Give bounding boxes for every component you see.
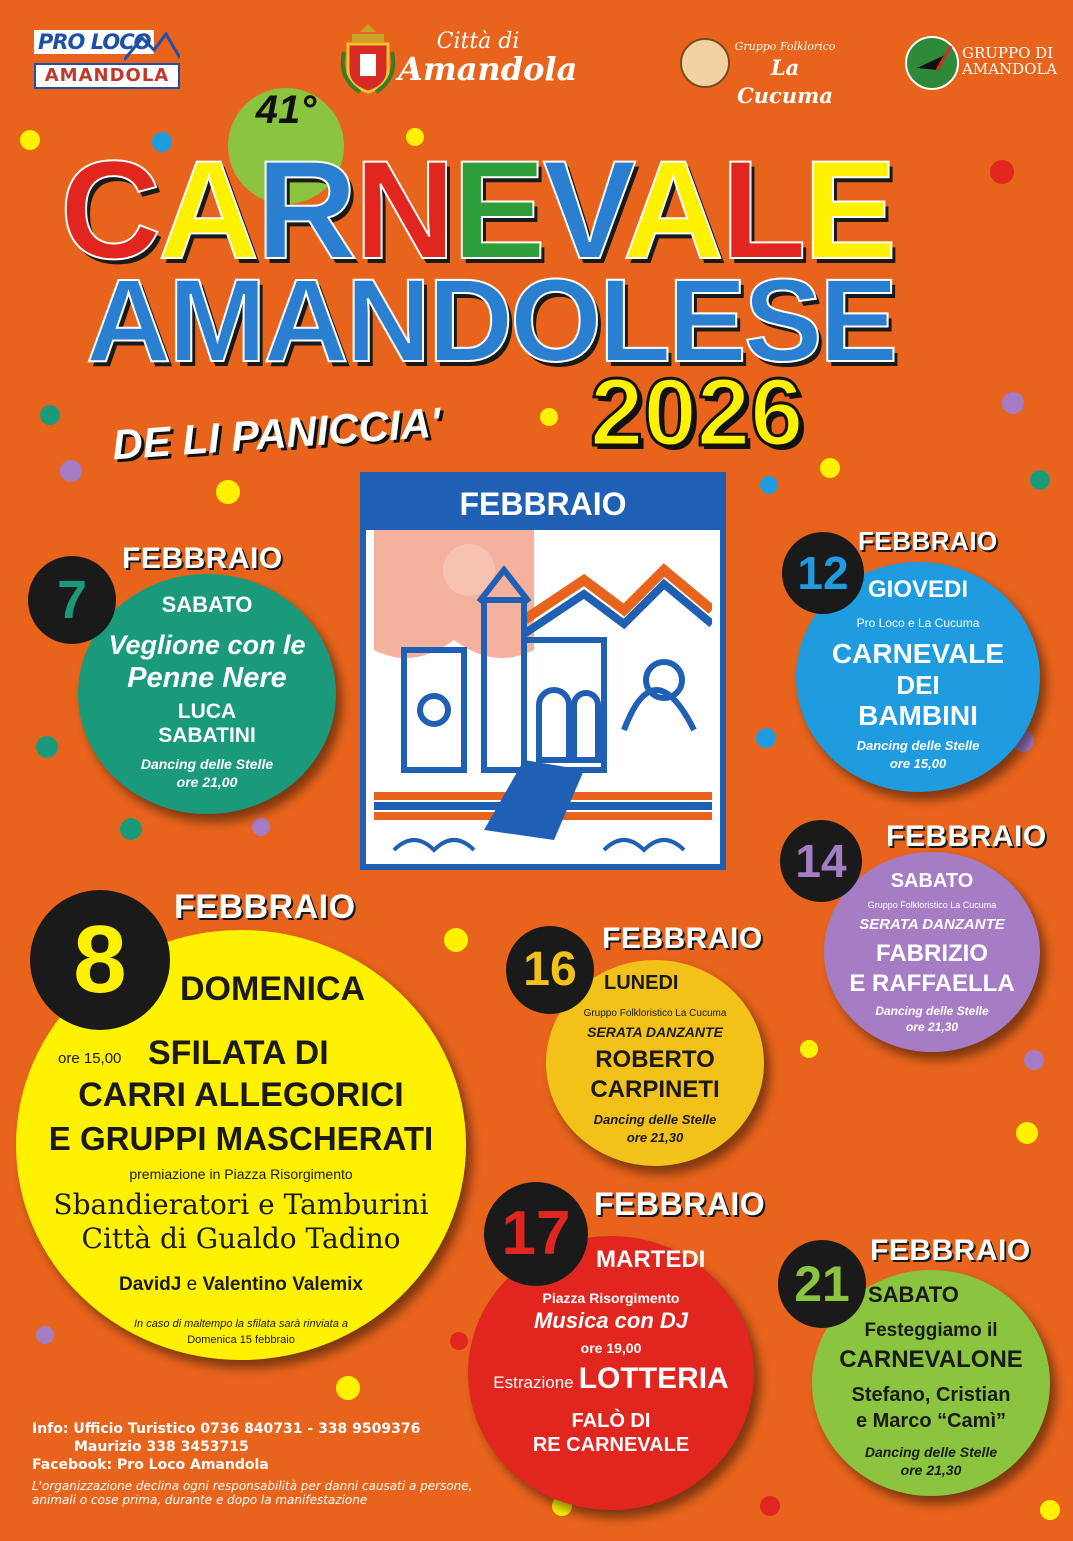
footer-info2: Maurizio 338 3453715 xyxy=(74,1439,249,1456)
event-17-month: FEBBRAIO xyxy=(594,1186,766,1222)
event-venue: Dancing delle Stelle xyxy=(140,756,274,772)
event-time: ore 21,00 xyxy=(176,774,238,790)
event-7-card xyxy=(78,574,336,814)
event-8-day: 8 xyxy=(30,890,170,1030)
event-12-day: 12 xyxy=(782,532,864,614)
confetti-dot xyxy=(40,405,60,425)
event-hour: ore 15,00 xyxy=(58,1050,122,1067)
event-line1: CARNEVALE xyxy=(831,638,1005,669)
citta-logo xyxy=(398,29,578,89)
alpini-logo-icon xyxy=(905,36,959,90)
event-line3: Stefano, Cristian xyxy=(851,1384,1011,1406)
confetti-dot xyxy=(800,1040,818,1058)
event-note2: Domenica 15 febbraio xyxy=(187,1334,295,1346)
event-line1: SERATA DANZANTE xyxy=(859,916,1005,933)
event-line6: Città di Gualdo Tadino xyxy=(81,1222,401,1255)
confetti-dot xyxy=(36,736,58,758)
event-line6: RE CARNEVALE xyxy=(532,1434,690,1456)
event-line3: LUCA xyxy=(177,700,237,723)
title-letter: E xyxy=(452,131,543,288)
event-7-day: 7 xyxy=(28,556,116,644)
event-7-month: FEBBRAIO xyxy=(122,542,283,575)
event-line2: CARNEVALONE xyxy=(839,1346,1023,1373)
confetti-dot xyxy=(1040,1500,1060,1520)
title-letter: N xyxy=(354,131,453,288)
cucuma-line1: Gruppo Folklorico xyxy=(734,40,836,53)
citta-line1: Città di xyxy=(436,29,520,54)
event-time: ore 21,30 xyxy=(626,1130,684,1145)
lotteria-label: LOTTERIA xyxy=(578,1362,729,1395)
panel-heading: FEBBRAIO xyxy=(366,478,720,530)
title-letter: E xyxy=(803,131,894,288)
event-time: ore 21,30 xyxy=(900,1462,962,1478)
event-line1: SERATA DANZANTE xyxy=(587,1024,723,1040)
title-letter: A xyxy=(622,131,721,288)
event-venue: Dancing delle Stelle xyxy=(864,1444,998,1460)
event-line1: Piazza Risorgimento xyxy=(542,1290,680,1306)
citta-line2: Amandola xyxy=(398,50,578,89)
event-line3: BAMBINI xyxy=(858,700,978,731)
dj-and: e xyxy=(186,1274,198,1295)
footer-info1: Info: Ufficio Turistico 0736 840731 - 338 9509376 xyxy=(32,1421,421,1437)
title-subtitle: DE LI PANICCIA' xyxy=(110,398,443,469)
event-weekday: DOMENICA xyxy=(180,970,366,1008)
event-14-month: FEBBRAIO xyxy=(886,820,1047,853)
confetti-dot xyxy=(990,160,1014,184)
event-venue: Dancing delle Stelle xyxy=(875,1004,989,1018)
event-org: Pro Loco e La Cucuma xyxy=(856,616,980,630)
event-weekday: MARTEDI xyxy=(596,1246,706,1273)
event-21-day: 21 xyxy=(778,1240,866,1328)
town-illustration xyxy=(374,530,712,856)
confetti-dot xyxy=(1030,470,1050,490)
event-8-month: FEBBRAIO xyxy=(174,888,356,926)
event-12-month: FEBBRAIO xyxy=(858,526,998,556)
event-weekday: SABATO xyxy=(890,870,974,892)
title-letter: V xyxy=(542,131,623,288)
alpini-line1: GRUPPO DI xyxy=(962,44,1054,62)
event-line1: Festeggiamo il xyxy=(864,1320,998,1341)
cucuma-logo-icon xyxy=(680,38,730,88)
confetti-dot xyxy=(756,728,776,748)
title-year: 2026 xyxy=(590,359,804,466)
title-amandolese: AMANDOLESE xyxy=(86,255,896,387)
footer-disclaimer2: animali o cose prima, durante e dopo la manifestazione xyxy=(32,1492,368,1507)
event-weekday: LUNEDI xyxy=(604,972,679,994)
confetti-dot xyxy=(60,460,82,482)
event-line1: SFILATA DI xyxy=(148,1034,329,1072)
lotteria-prefix: Estrazione xyxy=(493,1373,574,1392)
footer-disclaimer1: L'organizzazione declina ogni responsabilità per danni causati a persone, xyxy=(32,1478,473,1493)
event-line3: CARPINETI xyxy=(590,1076,720,1103)
edition-badge: 41° xyxy=(228,88,344,204)
event-line4: e Marco “Camì” xyxy=(855,1410,1007,1432)
event-line3: E GRUPPI MASCHERATI xyxy=(48,1120,434,1157)
event-org: Gruppo Folkloristico La Cucuma xyxy=(867,900,997,910)
event-16-day: 16 xyxy=(506,926,594,1014)
title-letter: R xyxy=(256,131,355,288)
confetti-dot xyxy=(1002,392,1024,414)
month-panel xyxy=(360,472,726,870)
event-line2: Penne Nere xyxy=(127,662,287,694)
confetti-dot xyxy=(760,1496,780,1516)
event-16-month: FEBBRAIO xyxy=(602,922,763,955)
footer-facebook: Facebook: Pro Loco Amandola xyxy=(32,1457,269,1474)
event-djs xyxy=(16,1274,466,1296)
city-crest-icon xyxy=(340,22,396,94)
confetti-dot xyxy=(760,476,778,494)
confetti-dot xyxy=(820,458,840,478)
event-weekday: SABATO xyxy=(868,1282,959,1307)
confetti-dot xyxy=(1016,1122,1038,1144)
event-14-card xyxy=(824,852,1040,1052)
event-14-day: 14 xyxy=(780,820,862,902)
event-line3: E RAFFAELLA xyxy=(849,970,1015,997)
confetti-dot xyxy=(336,1376,360,1400)
proloco-line2: AMANDOLA xyxy=(34,63,180,89)
event-line4 xyxy=(468,1362,754,1396)
event-line2: CARRI ALLEGORICI xyxy=(78,1076,404,1114)
event-line1: Veglione con le xyxy=(108,630,306,660)
confetti-dot xyxy=(444,928,468,952)
alpini-line2: AMANDOLA xyxy=(962,59,1058,78)
event-line4: premiazione in Piazza Risorgimento xyxy=(129,1166,353,1182)
event-17-day: 17 xyxy=(484,1182,588,1286)
event-time: ore 21,30 xyxy=(905,1020,959,1034)
event-line2: DEI xyxy=(896,670,940,700)
title-letter: L xyxy=(720,131,804,288)
event-note1: In caso di maltempo la sfilata sarà rinviata a xyxy=(134,1318,348,1330)
proloco-line1: PRO LOCO xyxy=(34,30,154,54)
event-line5: FALÒ DI xyxy=(571,1410,651,1432)
event-line2: FABRIZIO xyxy=(876,940,988,967)
confetti-dot xyxy=(252,818,270,836)
event-line5: Sbandieratori e Tamburini xyxy=(53,1188,429,1221)
title-letter: C xyxy=(60,131,159,288)
event-time: ore 15,00 xyxy=(889,756,947,771)
mountain-icon xyxy=(124,32,180,62)
confetti-dot xyxy=(540,408,558,426)
event-venue: Dancing delle Stelle xyxy=(856,738,980,753)
confetti-dot xyxy=(120,818,142,840)
event-weekday: SABATO xyxy=(161,592,253,617)
event-line2: Musica con DJ xyxy=(533,1308,689,1333)
confetti-dot xyxy=(20,130,40,150)
proloco-logo xyxy=(34,30,182,92)
event-weekday: GIOVEDI xyxy=(867,576,969,603)
event-venue: Dancing delle Stelle xyxy=(593,1112,717,1127)
cucuma-logo xyxy=(730,40,840,109)
event-org: Gruppo Folkloristico La Cucuma xyxy=(583,1008,727,1019)
event-line3: ore 19,00 xyxy=(580,1340,642,1356)
event-21-month: FEBBRAIO xyxy=(870,1234,1031,1267)
alpini-logo xyxy=(962,46,1057,78)
event-line4: SABATINI xyxy=(158,724,256,747)
title-letter: A xyxy=(158,131,257,288)
dj-2: Valentino Valemix xyxy=(202,1274,363,1295)
confetti-dot xyxy=(216,480,240,504)
dj-1: DavidJ xyxy=(119,1274,182,1295)
cucuma-line2: La Cucuma xyxy=(737,55,833,108)
confetti-dot xyxy=(1024,1050,1044,1070)
event-line2: ROBERTO xyxy=(595,1046,715,1073)
footer-info xyxy=(32,1420,472,1507)
